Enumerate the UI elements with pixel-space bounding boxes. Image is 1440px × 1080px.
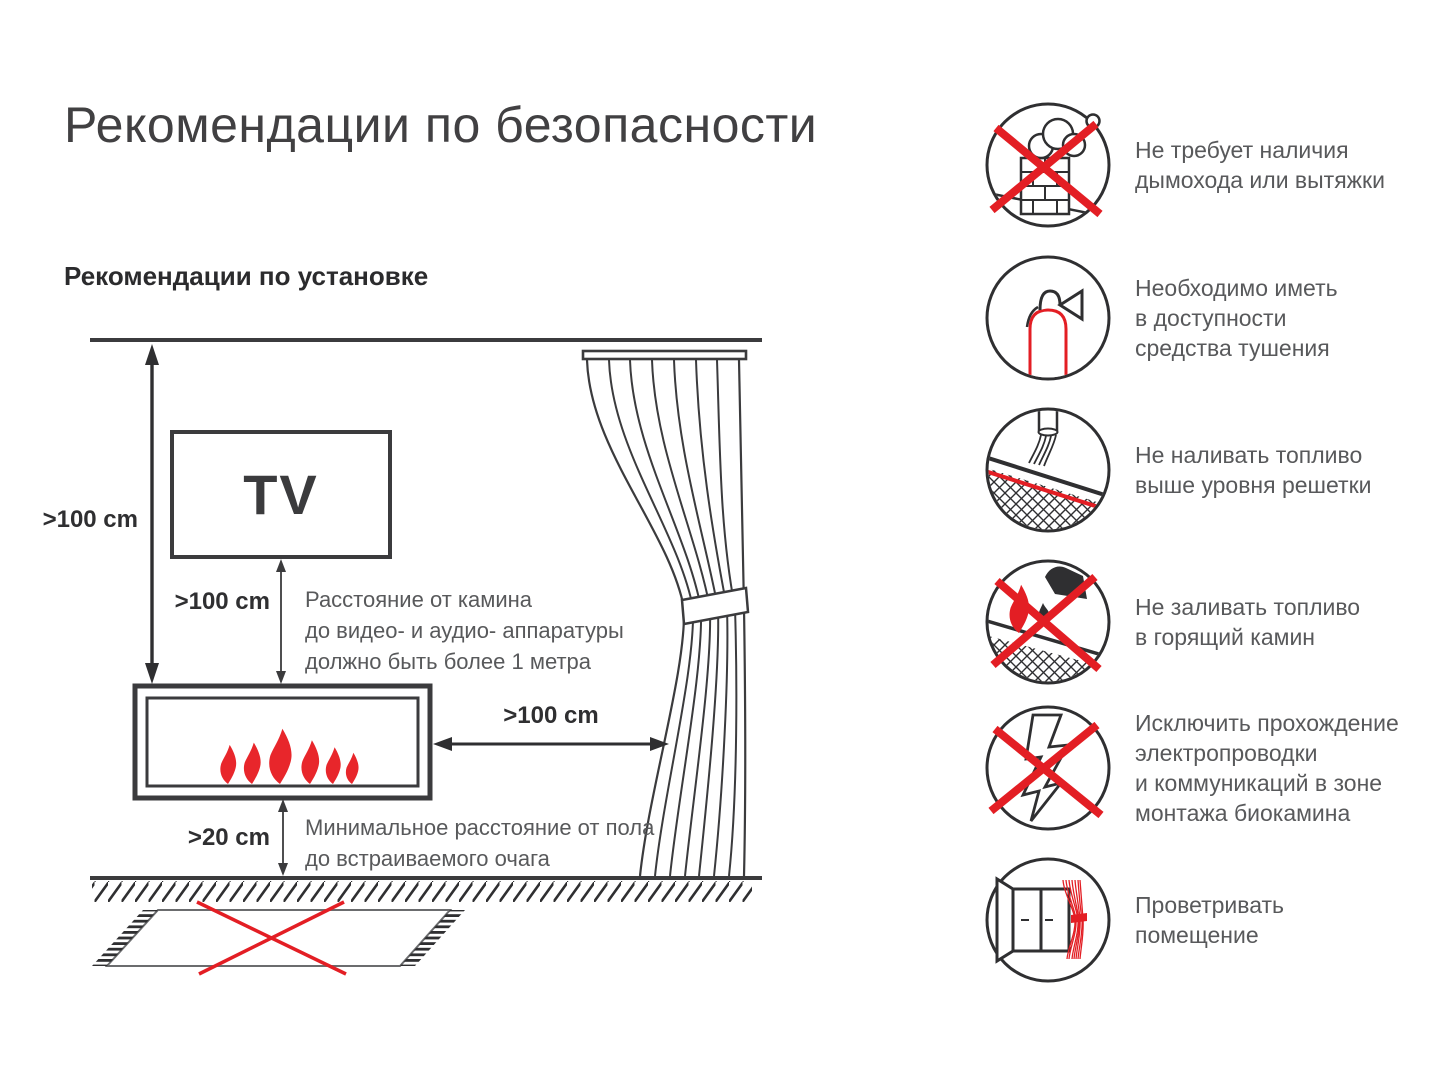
safety-text: Не наливать топливо выше уровня решетки xyxy=(1135,442,1372,498)
window xyxy=(997,879,1069,961)
section-subtitle: Рекомендации по установке xyxy=(64,261,429,291)
dim-arrow-tv-fireplace xyxy=(276,559,286,684)
dim-label-floor: >20 cm xyxy=(187,824,270,851)
page-title: Рекомендации по безопасности xyxy=(64,97,818,153)
safety-text: Не заливать топливо в горящий камин xyxy=(1135,594,1361,650)
no-refuel-burning-icon xyxy=(983,557,1113,687)
note-line: Минимальное расстояние от пола xyxy=(305,815,655,840)
note-tv-distance xyxy=(305,584,624,677)
tv-label: TV xyxy=(243,463,319,526)
extinguisher-icon xyxy=(983,253,1113,383)
dim-arrow-ceiling-fireplace xyxy=(145,344,159,684)
safety-text: Необходимо иметь в доступности средства тушения xyxy=(1135,275,1338,361)
dim-arrow-fireplace-floor xyxy=(278,799,288,876)
safety-text: Проветривать помещение xyxy=(1135,892,1285,948)
dim-label-tv: >100 cm xyxy=(174,588,270,615)
safety-item-extinguisher xyxy=(983,253,1435,383)
ventilate-icon xyxy=(983,855,1113,985)
fireplace xyxy=(135,686,430,798)
dim-label-curtain: >100 cm xyxy=(503,702,599,729)
safety-text: Не требует наличия дымохода или вытяжки xyxy=(1135,137,1385,193)
safety-item-fuel-level xyxy=(983,405,1435,535)
note-line: Расстояние от камина xyxy=(305,587,533,612)
no-wiring-icon xyxy=(983,703,1113,833)
fuel-level-icon xyxy=(983,405,1113,535)
floor xyxy=(90,878,762,902)
note-line: до видео- и аудио- аппаратуры xyxy=(305,618,624,643)
safety-item-ventilate xyxy=(983,855,1435,985)
no-carpet xyxy=(92,902,465,974)
note-line: до встраиваемого очага xyxy=(305,846,550,871)
note-line: должно быть более 1 метра xyxy=(305,649,591,674)
dim-label-ceiling: >100 cm xyxy=(42,506,138,533)
dim-arrow-fireplace-curtain xyxy=(433,737,669,751)
curtain-rod xyxy=(583,351,746,359)
carpet xyxy=(107,910,450,966)
no-chimney-icon xyxy=(983,100,1113,230)
safety-item-no-refuel xyxy=(983,557,1435,687)
safety-text: Исключить прохождение электропроводки и коммуникаций в зоне монтажа биокамина xyxy=(1135,710,1399,826)
safety-item-no-wiring xyxy=(983,703,1435,833)
note-floor-distance xyxy=(305,812,654,874)
curtain-tieback xyxy=(682,588,748,624)
safety-item-no-chimney xyxy=(983,100,1435,230)
